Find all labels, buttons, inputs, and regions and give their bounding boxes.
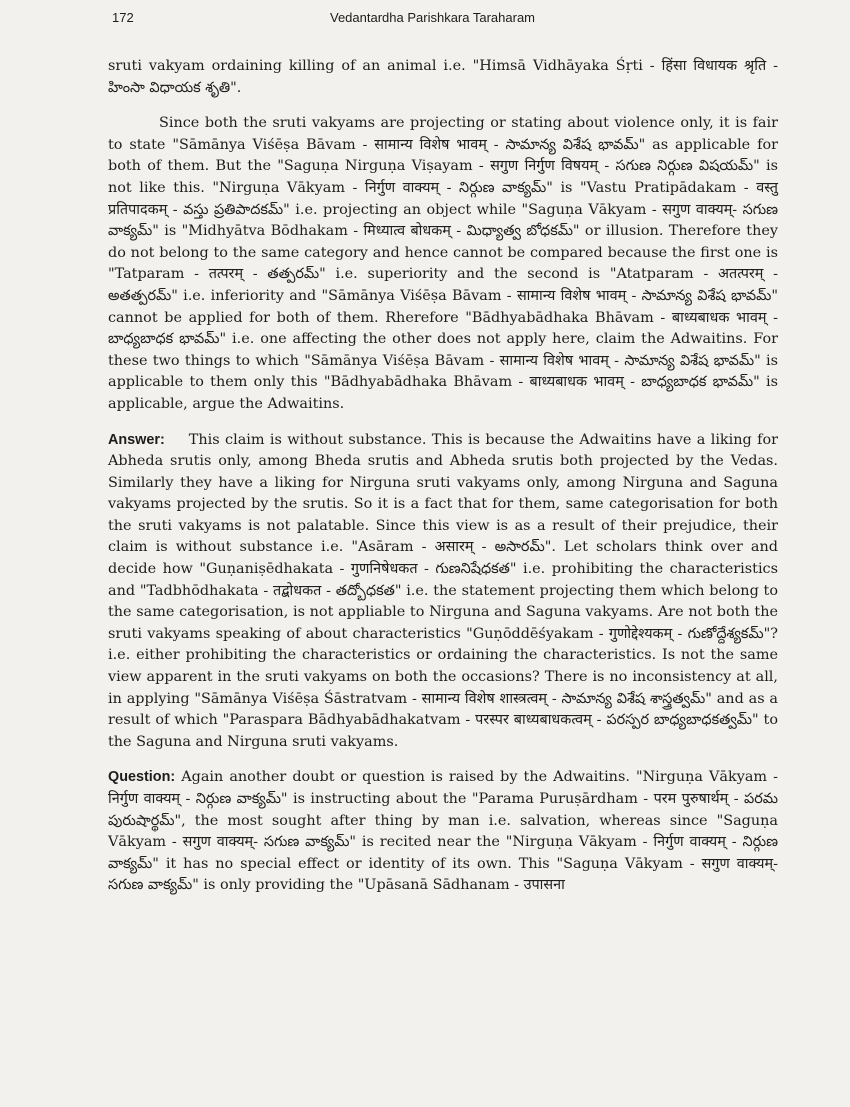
running-title: Vedantardha Parishkara Taraharam — [330, 10, 535, 25]
answer-text: This claim is without substance. This is because the Adwaitins have a liking for Abheda srutis only, among Bheda srutis and Abheda srutis both projected by the Vedas. Similarly they have a liking for Nirguna sruti vakyams only, among Nirguna and Saguna vakyams projected by the srutis. So it is a fact that for them, same categorisation for both the sruti vakyams is not palatable. Since this view is as a result of their prejudice, their claim is without substance i.e. "Asāram - असारम् - అసారమ్". Let scholars think over and decide how "Guṇaniṣēdhakata - गुणनिषेधकत - గుణనిషేధకత" i.e. prohibiting the characteristics and "Tadbhōdhakata - तद्बोधकत - తద్బోధకత" i.e. the statement projecting them which belong to the same categorisation, is not appliable to Nirguna and Saguna vakyams. Are not both the sruti vakyams speaking of about characteristics "Guṇōddēśyakam - गुणोद्देश्यकम् - గుణోద్దేశ్యకమ్"? i.e. either prohibiting the characteristics or ordaining the characteristics. Is not the same view apparent in the sruti vakyams on both the occasions? There is no inconsistency at all, in applying "Sāmānya Viśēṣa Śāstratvam - सामान्य विशेष शास्त्रत्वम् - సామాన్య విశేష శాస్త్రత్వమ్" and as a result of which "Paraspara Bādhyabādhakatvam - परस्पर बाध्यबाधकत्वम् - పరస్పర బాధ్యబాధకత్వమ్" to the Saguna and Nirguna sruti vakyams. — [108, 431, 778, 750]
answer-paragraph — [108, 430, 778, 754]
answer-label: Answer: — [108, 431, 165, 448]
page-header — [112, 8, 780, 30]
page-number: 172 — [112, 10, 134, 25]
question-text: Again another doubt or question is raised by the Adwaitins. "Nirguṇa Vākyam - निर्गुण वाक्यम् - నిర్గుణ వాక్యమ్" is instructing about the "Parama Puruṣārdham - परम पुरुषार्थम् - పరమ పురుషార్థమ్", the most sought after thing by man i.e. salvation, whereas since "Saguṇa Vākyam - सगुण वाक्यम्- సగుణ వాక్యమ్" is recited near the "Nirguṇa Vākyam - निर्गुण वाक्यम् - నిర్గుణ వాక్యమ్" it has no special effect or identity of its own. This "Saguṇa Vākyam - सगुण वाक्यम्- సగుణ వాక్యమ్" is only providing the "Upāsanā Sādhanam - उपासना — [108, 769, 778, 894]
page-body — [108, 56, 778, 911]
paragraph-adwaitin-argument: Since both the sruti vakyams are projecting or stating about violence only, it is fair to state "Sāmānya Viśēṣa Bāvam - सामान्य विशेष भावम् - సామాన్య విశేష భావమ్" as applicable for both of them. But the "Saguṇa Nirguṇa Viṣayam - सगुण निर्गुण विषयम् - సగుణ నిర్గుణ విషయమ్" is not like this. "Nirguṇa Vākyam - निर्गुण वाक्यम् - నిర్గుణ వాక్యమ్" is "Vastu Pratipādakam - वस्तु प्रतिपादकम् - వస్తు ప్రతిపాదకమ్" i.e. projecting an object while "Saguṇa Vākyam - सगुण वाक्यम्- సగుణ వాక్యమ్" is "Midhyātva Bōdhakam - मिध्यात्व बोधकम् - మిధ్యాత్వ బోధకమ్" or illusion. Therefore they do not belong to the same category and hence cannot be compared because the first one is "Tatparam - तत्परम् - తత్పరమ్" i.e. superiority and the second is "Atatparam - अतत्परम् - అతత్పరమ్" i.e. inferiority and "Sāmānya Viśēṣa Bāvam - सामान्य विशेष भावम् - సామాన్య విశేష భావమ్" cannot be applied for both of them. Rherefore "Bādhyabādhaka Bhāvam - बाध्यबाधक भावम् - బాధ్యబాధక భావమ్" i.e. one affecting the other does not apply here, claim the Adwaitins. For these two things to which "Sāmānya Viśēṣa Bāvam - सामान्य विशेष भावम् - సామాన్య విశేష భావమ్" is applicable to them only this "Bādhyabādhaka Bhāvam - बाध्यबाधक भावम् - బాధ్యబాధక భావమ్" is applicable, argue the Adwaitins. — [108, 115, 778, 412]
paragraph-continuation: sruti vakyam ordaining killing of an animal i.e. "Himsā Vidhāyaka Śṛti - हिंसा विधायक श्रृति - హింసా విధాయక శృతి". — [108, 58, 778, 96]
question-label: Question: — [108, 769, 176, 786]
question-paragraph — [108, 767, 778, 897]
